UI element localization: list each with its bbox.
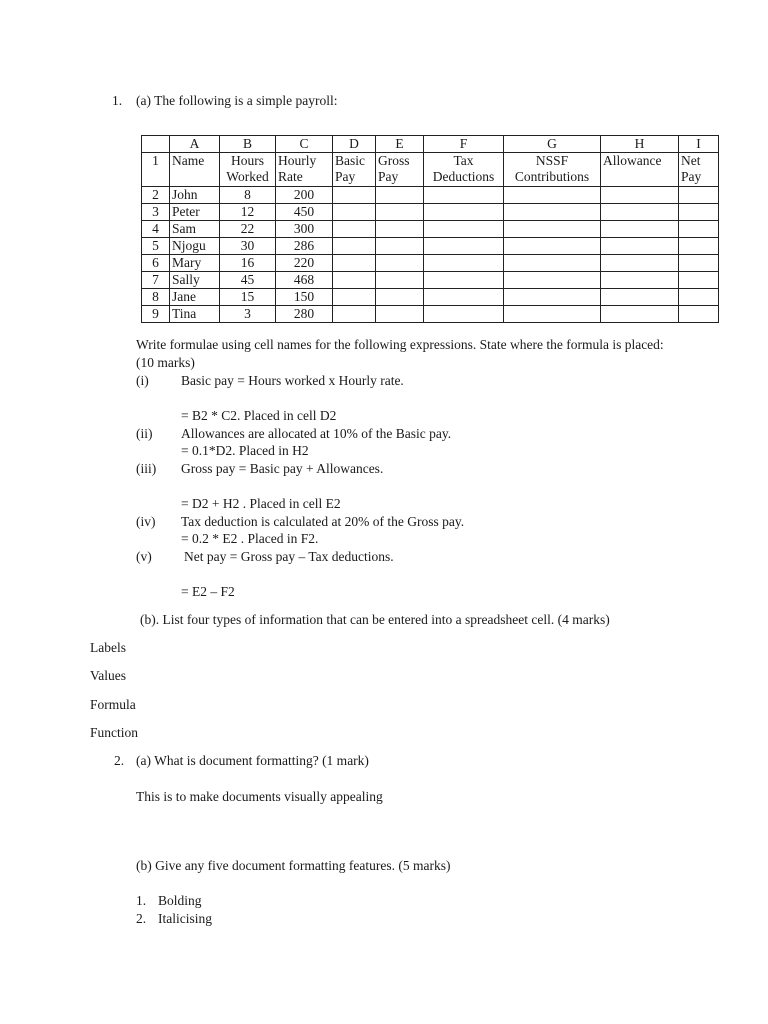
item-label-i: (i) [136,373,149,388]
empty-cell [679,255,719,272]
column-letter: D [333,136,376,153]
item-label-iii: (iii) [136,461,157,476]
rate-cell: 220 [276,255,333,272]
row-number: 4 [142,221,170,238]
rate-cell: 200 [276,187,333,204]
answer-formula: Formula [90,697,136,712]
row-number: 8 [142,289,170,306]
feature-item: Italicising [158,911,212,926]
item-text-ii: Allowances are allocated at 10% of the Basic pay. [181,426,452,441]
hours-cell: 12 [220,204,276,221]
column-letter: F [424,136,504,153]
question-2a-answer: This is to make documents visually appealing [136,789,383,804]
instruction-marks: (10 marks) [136,355,195,370]
row-number: 6 [142,255,170,272]
table-row [142,289,719,306]
answer-labels: Labels [90,640,126,655]
empty-cell [601,306,679,323]
corner-cell [142,136,170,153]
empty-cell [679,289,719,306]
item-answer-v: = E2 – F2 [181,584,235,599]
empty-cell [601,187,679,204]
item-answer-i: = B2 * C2. Placed in cell D2 [181,408,337,423]
answer-function: Function [90,725,139,740]
instruction-text: Write formulae using cell names for the following expressions. State where the formula is placed: [136,337,664,352]
rate-cell: 468 [276,272,333,289]
table-row [142,306,719,323]
column-letter: I [679,136,719,153]
empty-cell [424,221,504,238]
item-text-i: Basic pay = Hours worked x Hourly rate. [181,373,404,388]
item-text-iv: Tax deduction is calculated at 20% of the Gross pay. [181,514,465,529]
empty-cell [601,238,679,255]
header-cell-gross-pay: Gross Pay [376,153,424,187]
row-number: 5 [142,238,170,255]
empty-cell [333,238,376,255]
header-row [142,153,719,187]
hours-cell: 16 [220,255,276,272]
empty-cell [504,221,601,238]
answer-values: Values [90,668,126,683]
column-letter: E [376,136,424,153]
empty-cell [333,204,376,221]
column-letter: C [276,136,333,153]
empty-cell [504,306,601,323]
header-cell-net-pay: Net Pay [679,153,719,187]
item-text-v: Net pay = Gross pay – Tax deductions. [184,549,394,564]
item-label-ii: (ii) [136,426,153,441]
header-cell-nssf-contributions: NSSF Contributions [504,153,601,187]
empty-cell [376,289,424,306]
item-answer-iv: = 0.2 * E2 . Placed in F2. [181,531,319,546]
rate-cell: 286 [276,238,333,255]
column-letter: B [220,136,276,153]
feature-item: Bolding [158,893,202,908]
column-letter: G [504,136,601,153]
empty-cell [424,187,504,204]
name-cell: John [170,187,220,204]
column-letter-row [142,136,719,153]
empty-cell [679,221,719,238]
table-row [142,255,719,272]
name-cell: Sally [170,272,220,289]
header-cell-allowance: Allowance [601,153,679,187]
empty-cell [376,221,424,238]
row-number: 9 [142,306,170,323]
name-cell: Sam [170,221,220,238]
name-cell: Peter [170,204,220,221]
item-label-v: (v) [136,549,152,564]
empty-cell [333,272,376,289]
empty-cell [504,255,601,272]
name-cell: Mary [170,255,220,272]
question-1-number: 1. [112,93,123,108]
table-row [142,187,719,204]
feature-number: 1. [136,893,147,908]
hours-cell: 8 [220,187,276,204]
empty-cell [424,204,504,221]
empty-cell [376,255,424,272]
header-cell-basic-pay: Basic Pay [333,153,376,187]
empty-cell [504,204,601,221]
rate-cell: 300 [276,221,333,238]
empty-cell [376,204,424,221]
item-answer-iii: = D2 + H2 . Placed in cell E2 [181,496,341,511]
row-number: 7 [142,272,170,289]
empty-cell [601,289,679,306]
hours-cell: 3 [220,306,276,323]
empty-cell [601,255,679,272]
rate-cell: 150 [276,289,333,306]
table-row [142,204,719,221]
name-cell: Tina [170,306,220,323]
empty-cell [504,272,601,289]
empty-cell [424,306,504,323]
hours-cell: 15 [220,289,276,306]
empty-cell [424,238,504,255]
column-letter: A [170,136,220,153]
empty-cell [601,204,679,221]
empty-cell [679,272,719,289]
table-row [142,272,719,289]
empty-cell [424,289,504,306]
name-cell: Jane [170,289,220,306]
hours-cell: 30 [220,238,276,255]
item-label-iv: (iv) [136,514,156,529]
empty-cell [333,221,376,238]
empty-cell [333,187,376,204]
hours-cell: 45 [220,272,276,289]
empty-cell [679,204,719,221]
empty-cell [424,272,504,289]
empty-cell [601,221,679,238]
payroll-table [141,135,719,323]
item-answer-ii: = 0.1*D2. Placed in H2 [181,443,309,458]
row-number: 1 [142,153,170,187]
name-cell: Njogu [170,238,220,255]
empty-cell [601,272,679,289]
header-cell-hourly-rate: Hourly Rate [276,153,333,187]
header-cell-tax-deductions: Tax Deductions [424,153,504,187]
empty-cell [376,238,424,255]
empty-cell [679,187,719,204]
row-number: 3 [142,204,170,221]
header-cell-hours-worked: Hours Worked [220,153,276,187]
hours-cell: 22 [220,221,276,238]
empty-cell [333,289,376,306]
empty-cell [376,187,424,204]
empty-cell [376,272,424,289]
empty-cell [333,306,376,323]
feature-number: 2. [136,911,147,926]
empty-cell [333,255,376,272]
rate-cell: 450 [276,204,333,221]
question-1b-text: (b). List four types of information that can be entered into a spreadsheet cell. (4 marks) [140,612,610,627]
empty-cell [376,306,424,323]
empty-cell [504,238,601,255]
table-row [142,221,719,238]
table-row [142,238,719,255]
question-1a-intro: (a) The following is a simple payroll: [136,93,338,108]
question-2-number: 2. [114,753,125,768]
empty-cell [679,238,719,255]
empty-cell [504,187,601,204]
question-2b-text: (b) Give any five document formatting features. (5 marks) [136,858,451,873]
item-text-iii: Gross pay = Basic pay + Allowances. [181,461,384,476]
rate-cell: 280 [276,306,333,323]
row-number: 2 [142,187,170,204]
empty-cell [679,306,719,323]
question-2a-text: (a) What is document formatting? (1 mark) [136,753,369,768]
empty-cell [504,289,601,306]
empty-cell [424,255,504,272]
column-letter: H [601,136,679,153]
header-cell-name: Name [170,153,220,187]
